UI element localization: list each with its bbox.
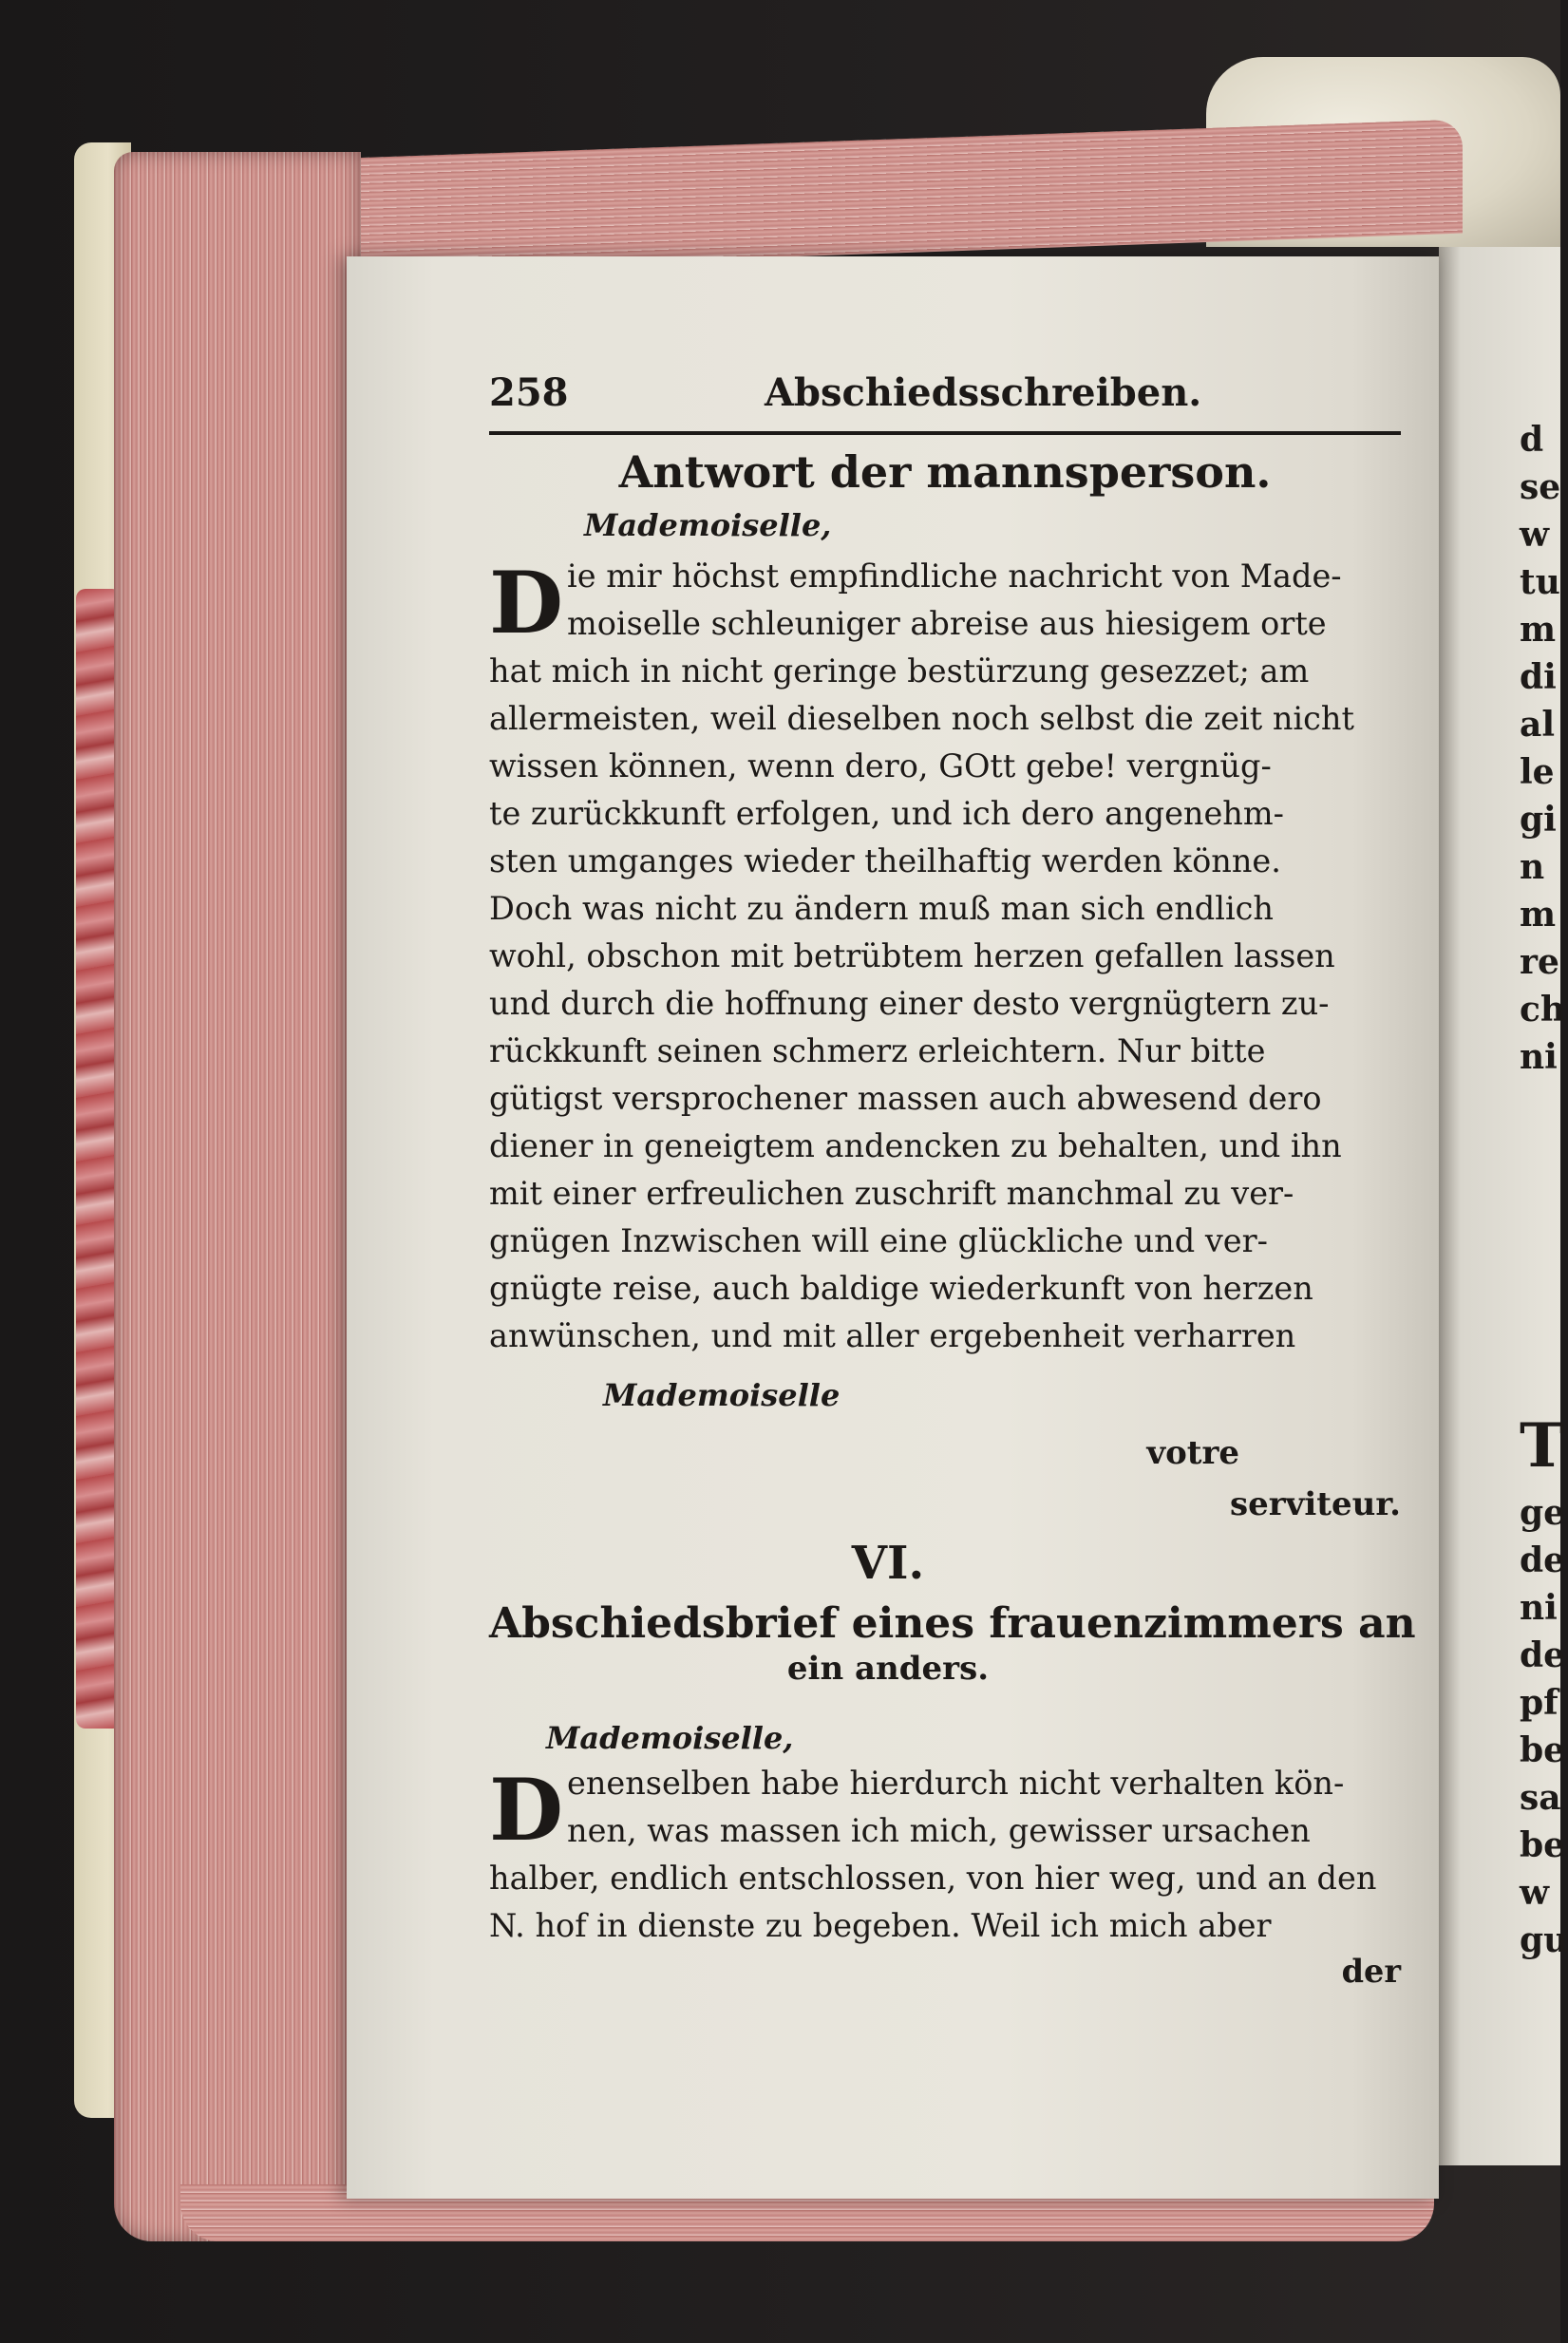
text-line: allermeisten, weil dieselben noch selbst die zeit nicht <box>489 700 1354 737</box>
facing-page-fragment: be <box>1520 1825 1566 1865</box>
text-line: halber, endlich entschlossen, von hier weg, und an den <box>489 1860 1377 1897</box>
text-line: wohl, obschon mit betrübtem herzen gefallen lassen <box>489 937 1335 974</box>
text-line: enenselben habe hierdurch nicht verhalten kön- D <box>489 1760 1345 1861</box>
facing-page-fragment: se <box>1520 467 1561 507</box>
facing-page-fragment: ch <box>1520 990 1566 1030</box>
text-line: nen, was massen ich mich, gewisser ursachen <box>567 1812 1311 1849</box>
facing-page-fragment: le <box>1520 752 1555 792</box>
facing-page-fragment: al <box>1520 705 1556 745</box>
signature-line-1: votre <box>1146 1434 1239 1472</box>
closing: Mademoiselle <box>603 1377 841 1413</box>
facing-page-fragment: pf <box>1520 1683 1559 1723</box>
page-number: 258 <box>489 370 569 415</box>
text-line: gnügen Inzwischen will eine glückliche und ver- <box>489 1222 1268 1259</box>
facing-page-fragment: d <box>1520 420 1544 460</box>
text-line: mit einer erfreulichen zuschrift manchmal zu ver- <box>489 1175 1294 1212</box>
text-line: gnügte reise, auch baldige wiederkunft von herzen <box>489 1270 1313 1307</box>
text-line: wissen können, wenn dero, GOtt gebe! vergnüg- <box>489 747 1272 784</box>
text-line: sten umganges wieder theilhaftig werden könne. <box>489 842 1281 879</box>
facing-page-fragment: ni <box>1520 1588 1558 1628</box>
signature-line-2: serviteur. <box>1229 1485 1401 1523</box>
facing-page-fragment: gu <box>1520 1920 1568 1960</box>
facing-page-fragment: de <box>1520 1635 1566 1675</box>
text-line: anwünschen, und mit aller ergebenheit verharren <box>489 1317 1296 1354</box>
text-line: N. hof in dienste zu begeben. Weil ich mich aber <box>489 1907 1272 1944</box>
header-rule <box>489 431 1401 435</box>
catchword: der <box>1341 1953 1401 1990</box>
section-heading: Abschiedsbrief eines frauenzimmers an <box>489 1599 1416 1648</box>
running-head: Abschiedsschreiben. <box>765 370 1202 415</box>
facing-page-fragment: w <box>1520 1873 1549 1913</box>
text-line: rückkunft seinen schmerz erleichtern. Nur bitte <box>489 1032 1266 1069</box>
text-line: gütigst versprochener massen auch abwesend dero <box>489 1080 1322 1117</box>
facing-page-fragment: gi <box>1520 800 1557 840</box>
text-line: und durch die hoffnung einer desto vergnügtern zu- <box>489 985 1330 1022</box>
section-number: VI. <box>851 1537 925 1590</box>
text-line: Doch was nicht zu ändern muß man sich endlich <box>489 890 1275 927</box>
letter-heading: Antwort der mannsperson. <box>618 446 1272 498</box>
page-header <box>489 370 1401 427</box>
facing-page-fragment: sa <box>1520 1778 1561 1818</box>
facing-page-fragment: di <box>1520 657 1557 697</box>
salutation-2: Mademoiselle, <box>546 1720 794 1756</box>
page-text <box>489 370 1416 1993</box>
drop-cap: D <box>489 553 564 653</box>
letter-body-2 <box>489 1760 1401 1950</box>
facing-page-fragment: ge <box>1520 1493 1566 1533</box>
page-edges-left <box>114 152 361 2241</box>
text-line: moiselle schleuniger abreise aus hiesigem orte <box>567 605 1327 642</box>
letter-body <box>489 553 1401 1360</box>
drop-cap: D <box>489 1760 564 1861</box>
text-line: ie mir höchst empfindliche nachricht von Made- D <box>489 553 1342 653</box>
facing-page-fragment: m <box>1520 895 1557 935</box>
facing-page-fragment: be <box>1520 1730 1566 1770</box>
facing-page-fragment: ni <box>1520 1037 1558 1077</box>
facing-page-fragment: re <box>1520 942 1559 982</box>
facing-page-fragment: w <box>1520 515 1549 555</box>
section-subheading: ein anders. <box>786 1650 990 1688</box>
facing-page-fragment: tu <box>1520 562 1560 602</box>
facing-page-fragment: T <box>1520 1410 1565 1482</box>
facing-page-fragment: n <box>1520 847 1545 887</box>
text-line: diener in geneigtem andencken zu behalten, und ihn <box>489 1127 1342 1164</box>
facing-page-fragment: m <box>1520 610 1557 650</box>
text-line: hat mich in nicht geringe bestürzung gesezzet; am <box>489 652 1310 690</box>
text-line: te zurückkunft erfolgen, und ich dero angenehm- <box>489 795 1284 832</box>
facing-page-fragment: de <box>1520 1540 1566 1580</box>
salutation: Mademoiselle, <box>584 507 832 543</box>
